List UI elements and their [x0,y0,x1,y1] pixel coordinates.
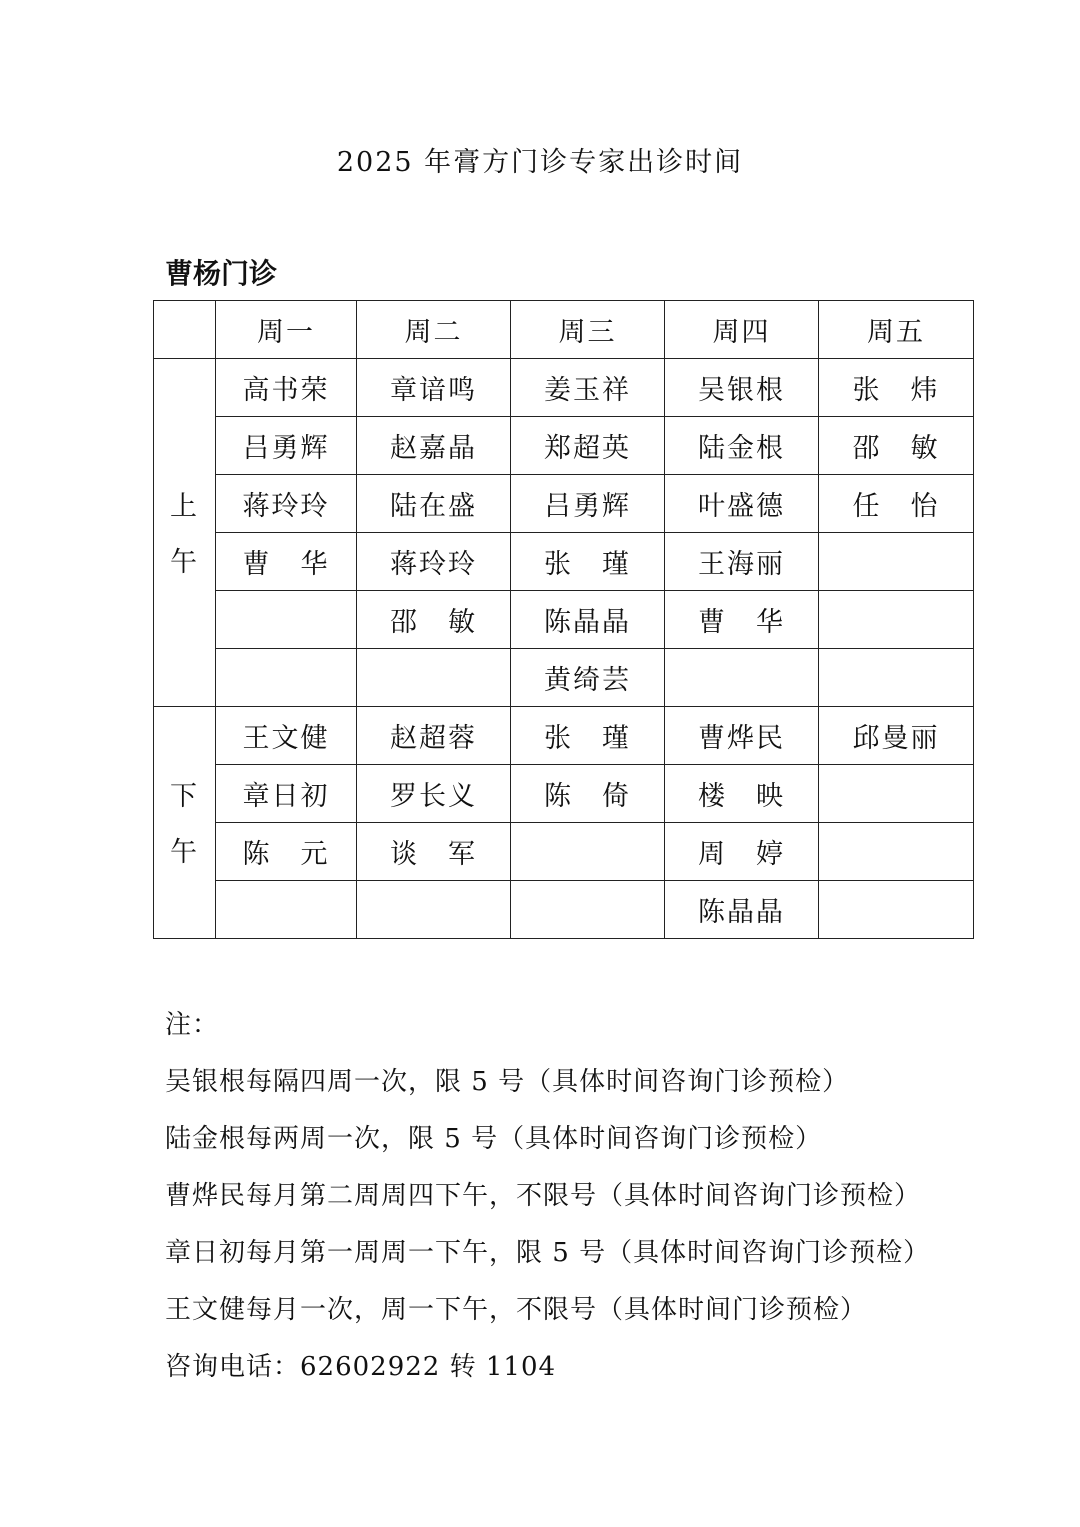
doctor-cell [819,533,974,591]
doctor-cell: 周 婷 [665,823,819,881]
doctor-cell: 章谙鸣 [357,359,511,417]
doctor-cell [216,649,357,707]
doctor-cell: 叶盛德 [665,475,819,533]
afternoon-row [154,707,974,765]
doctor-cell: 章日初 [216,765,357,823]
doctor-cell: 罗长义 [357,765,511,823]
doctor-cell [357,649,511,707]
morning-label: 上 午 [154,359,216,707]
afternoon-row [154,881,974,939]
doctor-cell: 蒋玲玲 [216,475,357,533]
doctor-cell: 吕勇辉 [511,475,665,533]
doctor-cell [216,591,357,649]
doctor-cell [819,823,974,881]
doctor-cell [357,881,511,939]
doctor-cell [819,765,974,823]
notes-heading: 注： [165,1010,220,1040]
weekday-header: 周一 [216,301,357,359]
doctor-cell: 郑超英 [511,417,665,475]
note-line: 陆金根每两周一次，限 5 号（具体时间咨询门诊预检） [165,1124,823,1154]
weekday-header: 周五 [819,301,974,359]
doctor-cell: 任 怡 [819,475,974,533]
doctor-cell: 张 炜 [819,359,974,417]
note-line: 王文健每月一次，周一下午，不限号（具体时间门诊预检） [165,1295,868,1325]
doctor-cell [511,823,665,881]
doctor-cell: 曹 华 [216,533,357,591]
doctor-cell: 楼 映 [665,765,819,823]
doctor-cell: 吕勇辉 [216,417,357,475]
note-line: 曹烨民每月第二周周四下午，不限号（具体时间咨询门诊预检） [165,1181,922,1211]
morning-row [154,475,974,533]
doctor-cell [216,881,357,939]
doctor-cell [511,881,665,939]
schedule-table [153,300,974,939]
afternoon-row [154,765,974,823]
doctor-cell: 陆在盛 [357,475,511,533]
doctor-cell: 赵超蓉 [357,707,511,765]
doctor-cell: 蒋玲玲 [357,533,511,591]
doctor-cell: 赵嘉晶 [357,417,511,475]
doctor-cell: 邵 敏 [357,591,511,649]
doctor-cell: 王文健 [216,707,357,765]
afternoon-row [154,823,974,881]
doctor-cell: 姜玉祥 [511,359,665,417]
doctor-cell: 邱曼丽 [819,707,974,765]
weekday-header: 周四 [665,301,819,359]
doctor-cell: 陈 倚 [511,765,665,823]
weekday-header: 周三 [511,301,665,359]
doctor-cell [665,649,819,707]
doctor-cell: 曹 华 [665,591,819,649]
note-line: 章日初每月第一周周一下午，限 5 号（具体时间咨询门诊预检） [165,1238,931,1268]
document-title: 2025 年膏方门诊专家出诊时间 [336,147,744,178]
morning-row [154,591,974,649]
doctor-cell: 陈 元 [216,823,357,881]
morning-row [154,533,974,591]
doctor-cell: 陈晶晶 [511,591,665,649]
doctor-cell: 陈晶晶 [665,881,819,939]
weekday-header: 周二 [357,301,511,359]
doctor-cell: 张 瑾 [511,707,665,765]
doctor-cell [819,881,974,939]
doctor-cell: 张 瑾 [511,533,665,591]
note-line: 吴银根每隔四周一次，限 5 号（具体时间咨询门诊预检） [165,1067,850,1097]
schedule-body [154,301,974,939]
doctor-cell: 邵 敏 [819,417,974,475]
doctor-cell: 陆金根 [665,417,819,475]
morning-row [154,649,974,707]
morning-row [154,359,974,417]
corner-cell [154,301,216,359]
header-row [154,301,974,359]
doctor-cell [819,591,974,649]
doctor-cell: 黄绮芸 [511,649,665,707]
doctor-cell: 王海丽 [665,533,819,591]
morning-row [154,417,974,475]
clinic-name: 曹杨门诊 [165,257,278,290]
afternoon-label: 下 午 [154,707,216,939]
contact-phone: 咨询电话：62602922 转 1104 [165,1352,557,1382]
doctor-cell: 吴银根 [665,359,819,417]
notes-section [165,1005,930,1404]
doctor-cell: 高书荣 [216,359,357,417]
doctor-cell [819,649,974,707]
doctor-cell: 谈 军 [357,823,511,881]
doctor-cell: 曹烨民 [665,707,819,765]
